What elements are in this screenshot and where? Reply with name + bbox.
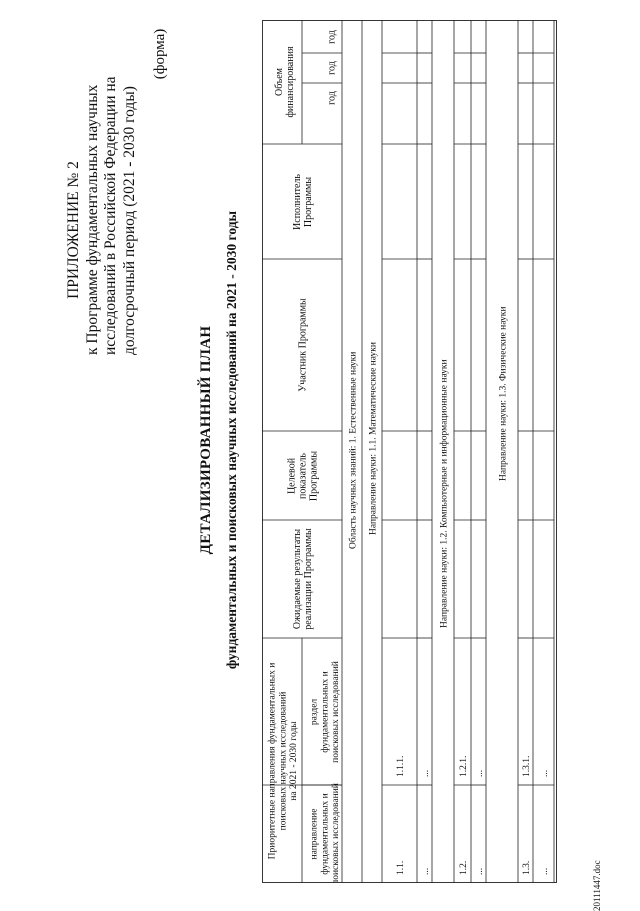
year-col-header <box>327 61 338 75</box>
direction-col-header-line: поисковых исследований <box>330 783 341 883</box>
expected-results-header-line: реализации Программы <box>303 528 315 630</box>
direction-cell-line: 1.3. <box>521 860 532 875</box>
direction-col-header-line: направление <box>309 808 320 860</box>
priority-group-header-line: Приоритетные направления фундаментальных и <box>267 662 278 860</box>
participant-header-line: Участник Программы <box>297 298 309 392</box>
table-border <box>263 21 557 883</box>
footer-filename: 20111447.doc <box>592 860 602 911</box>
year-col-header-line: год <box>326 61 338 75</box>
section-heading-row-line: Направление науки: 1.3. Физические науки <box>498 306 509 481</box>
section-cell <box>421 770 431 777</box>
section-cell <box>475 770 485 777</box>
direction-col-header <box>310 783 341 883</box>
section-cell-line: ... <box>474 769 485 777</box>
direction-cell-line: ... <box>420 867 431 875</box>
participant-header <box>298 298 309 392</box>
priority-group-header <box>267 663 299 860</box>
direction-cell-line: ... <box>539 867 550 875</box>
year-col-header <box>327 30 338 44</box>
funding-group-header-line: Объем <box>273 68 285 96</box>
section-cell <box>522 756 532 777</box>
section-cell <box>396 756 406 777</box>
form-label: (форма) <box>152 28 168 80</box>
year-col-header-line: год <box>326 91 338 105</box>
appendix-line: исследований в Российской Федерации на <box>102 76 119 355</box>
appendix-line: ПРИЛОЖЕНИЕ № 2 <box>65 161 82 299</box>
section-cell <box>459 756 469 777</box>
direction-cell <box>475 868 485 875</box>
section-col-header-line: поисковых исследований <box>330 661 341 763</box>
section-col-header-line: раздел <box>309 698 320 726</box>
section-col-header <box>310 661 341 763</box>
section-cell-line: 1.2.1. <box>458 755 469 777</box>
section-cell-line: 1.1.1. <box>395 755 406 777</box>
direction-cell-line: 1.2. <box>458 860 469 875</box>
section-cell-line: ... <box>539 769 550 777</box>
year-col-header-line: год <box>326 30 338 44</box>
section-heading-row <box>368 342 378 535</box>
priority-group-header-line: поисковых научных исследований <box>278 691 289 831</box>
direction-cell <box>396 861 406 875</box>
priority-group-header-line: на 2021 - 2030 годы <box>288 721 299 801</box>
direction-cell <box>540 868 550 875</box>
target-indicator-header-line: Программы <box>308 450 320 502</box>
section-heading-row <box>438 359 449 628</box>
expected-results-header-line: Ожидаемые результаты <box>291 528 303 630</box>
direction-cell <box>421 868 431 875</box>
section-heading-row-line: Направление науки: 1.1. Математические науки <box>368 342 379 535</box>
year-col-header <box>327 91 338 105</box>
target-indicator-header-line: Целевой <box>286 457 298 495</box>
section-heading-row-line: Область научных знаний: 1. Естественные науки <box>348 351 359 549</box>
target-indicator-header-line: показатель <box>297 453 309 499</box>
funding-group-header-line: финансирования <box>285 46 297 118</box>
executor-header-line: Программы <box>303 176 315 228</box>
section-cell <box>540 770 550 777</box>
target-indicator-header <box>286 451 319 501</box>
section-cell-line: 1.3.1. <box>521 755 532 777</box>
executor-header <box>292 174 314 230</box>
expected-results-header <box>292 528 314 630</box>
document-title: ДЕТАЛИЗИРОВАННЫЙ ПЛАН <box>198 325 214 555</box>
direction-cell <box>459 861 469 875</box>
funding-group-header <box>274 46 296 117</box>
direction-col-header-line: фундаментальных и <box>320 793 331 875</box>
appendix-line: долгосрочный период (2021 - 2030 годы) <box>120 86 138 355</box>
executor-header-line: Исполнитель <box>291 174 303 230</box>
document-subtitle: фундаментальных и поисковых научных исследований на 2021 - 2030 годы <box>224 210 239 670</box>
section-cell-line: ... <box>420 769 431 777</box>
section-heading-row-line: Направление науки: 1.2. Компьютерные и информационные науки <box>439 359 450 628</box>
direction-cell-line: ... <box>474 867 485 875</box>
section-heading-row <box>498 307 508 481</box>
direction-cell <box>522 861 532 875</box>
plan-table <box>262 20 557 883</box>
direction-cell-line: 1.1. <box>395 860 406 875</box>
appendix-line: к Программе фундаментальных научных <box>83 84 101 355</box>
section-heading-row <box>347 352 358 549</box>
section-col-header-line: фундаментальных и <box>320 671 331 753</box>
